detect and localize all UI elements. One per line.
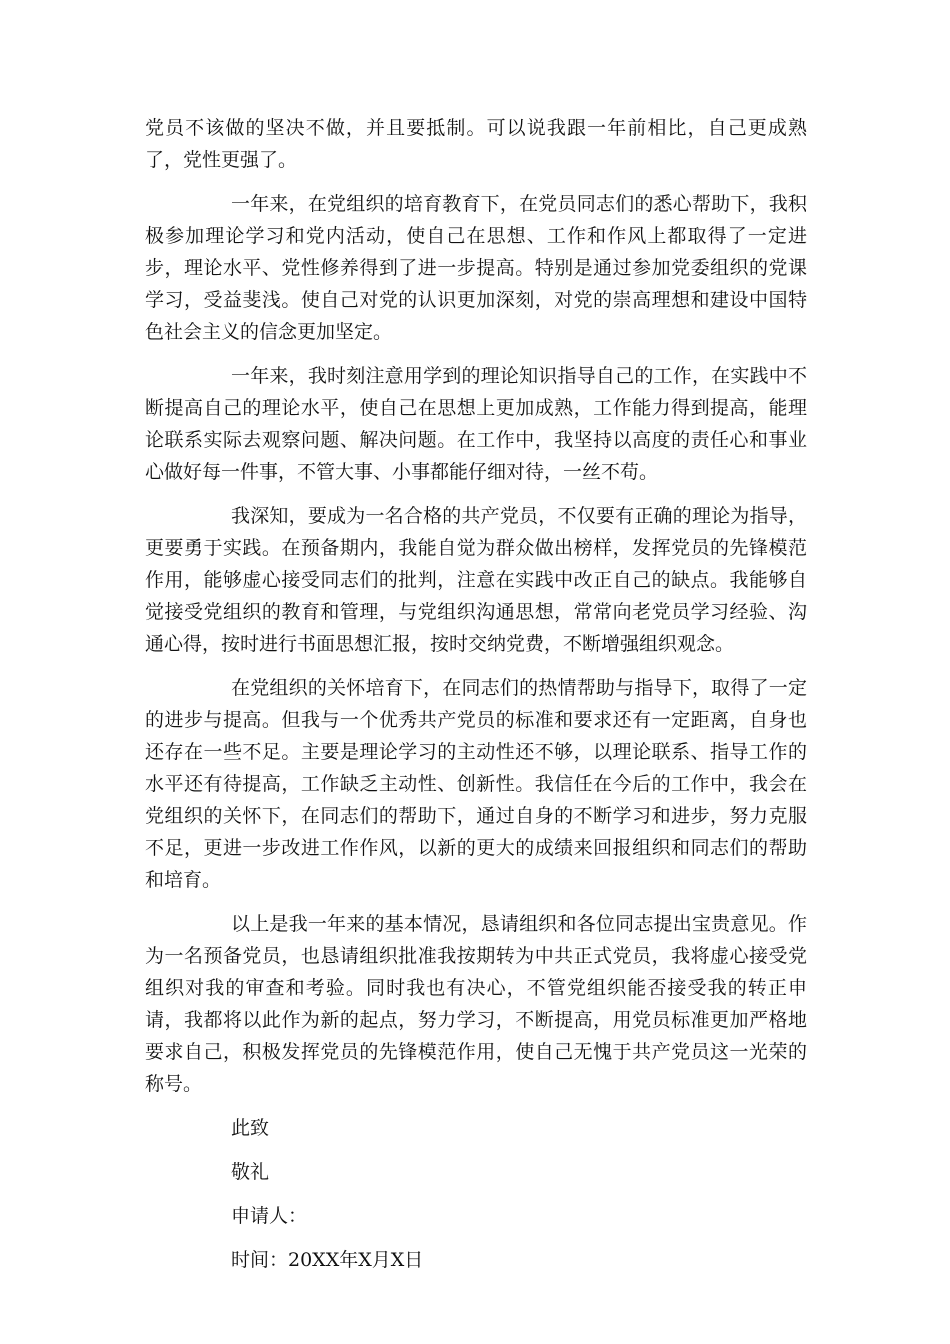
paragraph-discipline: 我深知，要成为一名合格的共产党员，不仅要有正确的理论为指导，更要勇于实践。在预备期内，我能自觉为群众做出榜样，发挥党员的先锋模范作用，能够虚心接受同志们的批判，注意在实践中改正自己的缺点。我能够自觉接受党组织的教育和管理，与党组织沟通思想，常常向老党员学习经验、沟通心得，按时进行书面思想汇报，按时交纳党费，不断增强组织观念。 — [145, 505, 807, 655]
document-body — [145, 112, 807, 1288]
closing-salutation: 此致 — [231, 1117, 270, 1139]
paragraph-study: 一年来，在党组织的培育教育下，在党员同志们的悉心帮助下，我积极参加理论学习和党内活动，使自己在思想、工作和作风上都取得了一定进步，理论水平、党性修养得到了进一步提高。特别是通过参加党委组织的党课学习，受益斐浅。使自己对党的认识更加深刻，对党的崇高理想和建设中国特色社会主义的信念更加坚定。 — [145, 193, 807, 343]
paragraph-practice: 一年来，我时刻注意用学到的理论知识指导自己的工作，在实践中不断提高自己的理论水平，使自己在思想上更加成熟，工作能力得到提高，能理论联系实际去观察问题、解决问题。在工作中，我坚持以高度的责任心和事业心做好每一件事，不管大事、小事都能仔细对待，一丝不苟。 — [145, 365, 807, 483]
applicant-line: 申请人： — [231, 1205, 308, 1227]
closing-block — [145, 1112, 807, 1288]
paragraph-conclusion: 以上是我一年来的基本情况，恳请组织和各位同志提出宝贵意见。作为一名预备党员，也恳请组织批准我按期转为中共正式党员，我将虚心接受党组织对我的审查和考验。同时我也有决心，不管党组织能否接受我的转正申请，我都将以此作为新的起点，努力学习，不断提高，用党员标准更加严格地要求自己，积极发挥党员的先锋模范作用，使自己无愧于共产党员这一光荣的称号。 — [145, 913, 807, 1095]
date-line: 时间：20XX年X月X日 — [231, 1249, 424, 1271]
paragraph-shortcomings: 在党组织的关怀培育下，在同志们的热情帮助与指导下，取得了一定的进步与提高。但我与一个优秀共产党员的标准和要求还有一定距离，自身也还存在一些不足。主要是理论学习的主动性还不够，以理论联系、指导工作的水平还有待提高，工作缺乏主动性、创新性。我信任在今后的工作中，我会在党组织的关怀下，在同志们的帮助下，通过自身的不断学习和进步，努力克服不足，更进一步改进工作作风，以新的更大的成绩来回报组织和同志们的帮助和培育。 — [145, 677, 807, 891]
closing-regards: 敬礼 — [231, 1161, 270, 1183]
paragraph-continuation: 党员不该做的坚决不做，并且要抵制。可以说我跟一年前相比，自己更成熟了，党性更强了。 — [145, 117, 807, 171]
